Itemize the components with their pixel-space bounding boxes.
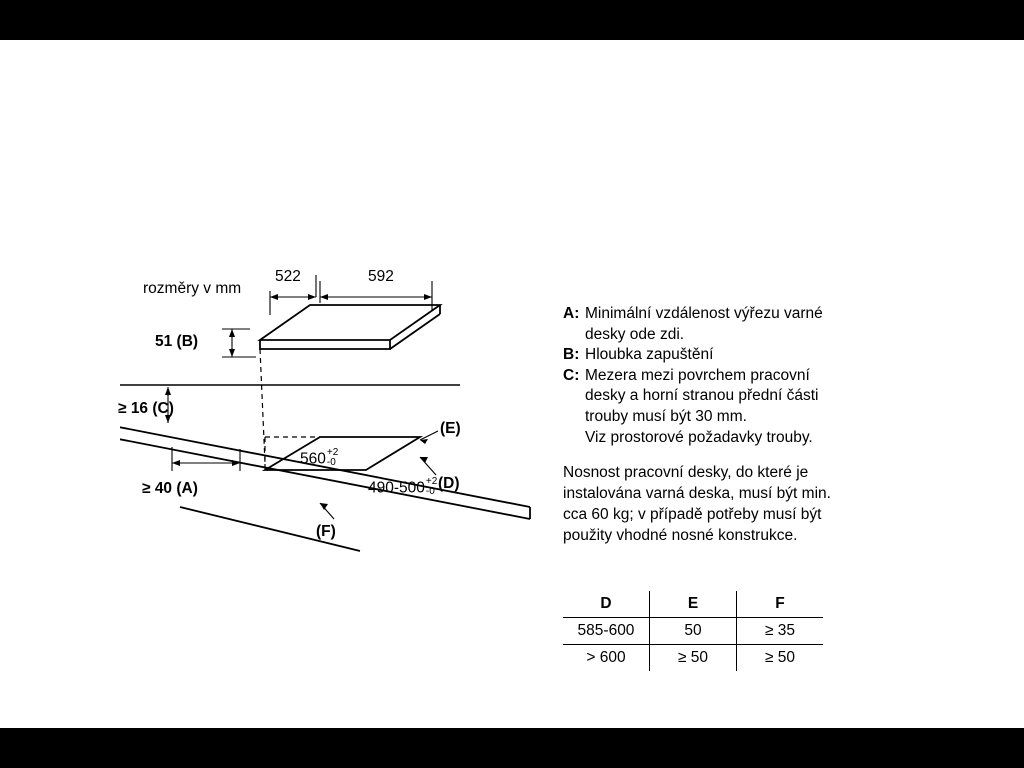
legend-block bbox=[563, 304, 908, 448]
callout-label-f: (F) bbox=[316, 523, 336, 540]
legend-item-a bbox=[563, 304, 908, 325]
diagram-sheet bbox=[0, 40, 1024, 728]
table-cell-f-1: ≥ 35 bbox=[737, 618, 824, 645]
dim-label-16-c: ≥ 16 (C) bbox=[118, 400, 174, 417]
note-line-3: cca 60 kg; v případě potřeby musí být bbox=[563, 505, 822, 523]
legend-text-a-line2: desky ode zdi. bbox=[585, 325, 685, 343]
dimension-table bbox=[563, 591, 823, 671]
dim-560-tolerance: +2 -0 bbox=[326, 447, 339, 468]
legend-text-c-line2: desky a horní stranou přední části bbox=[585, 387, 819, 405]
table-cell-e-2: ≥ 50 bbox=[650, 645, 737, 672]
dim-label-592: 592 bbox=[368, 268, 394, 285]
dim-490-500-value: 490-500 bbox=[368, 479, 425, 497]
table-row bbox=[563, 618, 823, 645]
installation-drawing bbox=[120, 235, 540, 555]
table-header-d: D bbox=[563, 591, 650, 618]
table-header-row bbox=[563, 591, 823, 618]
table-cell-d-1: 585-600 bbox=[563, 618, 650, 645]
dim-label-40-a: ≥ 40 (A) bbox=[142, 480, 198, 497]
table-cell-f-2: ≥ 50 bbox=[737, 645, 824, 672]
table-header-e: E bbox=[650, 591, 737, 618]
legend-item-c bbox=[563, 366, 908, 387]
units-note: rozměry v mm bbox=[143, 280, 242, 297]
callout-label-e: (E) bbox=[440, 420, 461, 437]
legend-text-c-line4: Viz prostorové požadavky trouby. bbox=[585, 428, 813, 446]
callout-label-d: (D) bbox=[438, 475, 460, 492]
dim-label-490-500 bbox=[368, 477, 437, 497]
dim-560-value: 560 bbox=[300, 450, 326, 468]
table-body bbox=[563, 618, 823, 672]
legend-item-b bbox=[563, 345, 908, 366]
drawing-svg bbox=[120, 235, 540, 555]
table-cell-d-2: > 600 bbox=[563, 645, 650, 672]
legend-text-c-line1: Mezera mezi povrchem pracovní bbox=[585, 366, 810, 384]
legend-text-a-line1: Minimální vzdálenost výřezu varné bbox=[585, 305, 823, 322]
note-line-4: použity vhodné nosné konstrukce. bbox=[563, 526, 798, 544]
dim-490-500-tolerance: +2 -0 bbox=[425, 476, 438, 497]
table-row bbox=[563, 645, 823, 672]
dim-label-522: 522 bbox=[275, 268, 301, 285]
legend-key-a: A: bbox=[563, 305, 580, 322]
table-header-f: F bbox=[737, 591, 824, 618]
load-capacity-note bbox=[563, 463, 923, 547]
table-head bbox=[563, 591, 823, 618]
legend-key-b: B: bbox=[563, 346, 580, 364]
dim-label-51-b: 51 (B) bbox=[155, 333, 199, 350]
note-line-2: instalována varná deska, musí být min. bbox=[563, 484, 831, 502]
legend-key-c: C: bbox=[563, 366, 580, 384]
legend-text-b-line1: Hloubka zapuštění bbox=[585, 346, 714, 364]
table-cell-e-1: 50 bbox=[650, 618, 737, 645]
legend-text-c-line3: trouby musí být 30 mm. bbox=[585, 408, 747, 426]
dim-label-560 bbox=[300, 448, 338, 468]
note-line-1: Nosnost pracovní desky, do které je bbox=[563, 464, 809, 481]
